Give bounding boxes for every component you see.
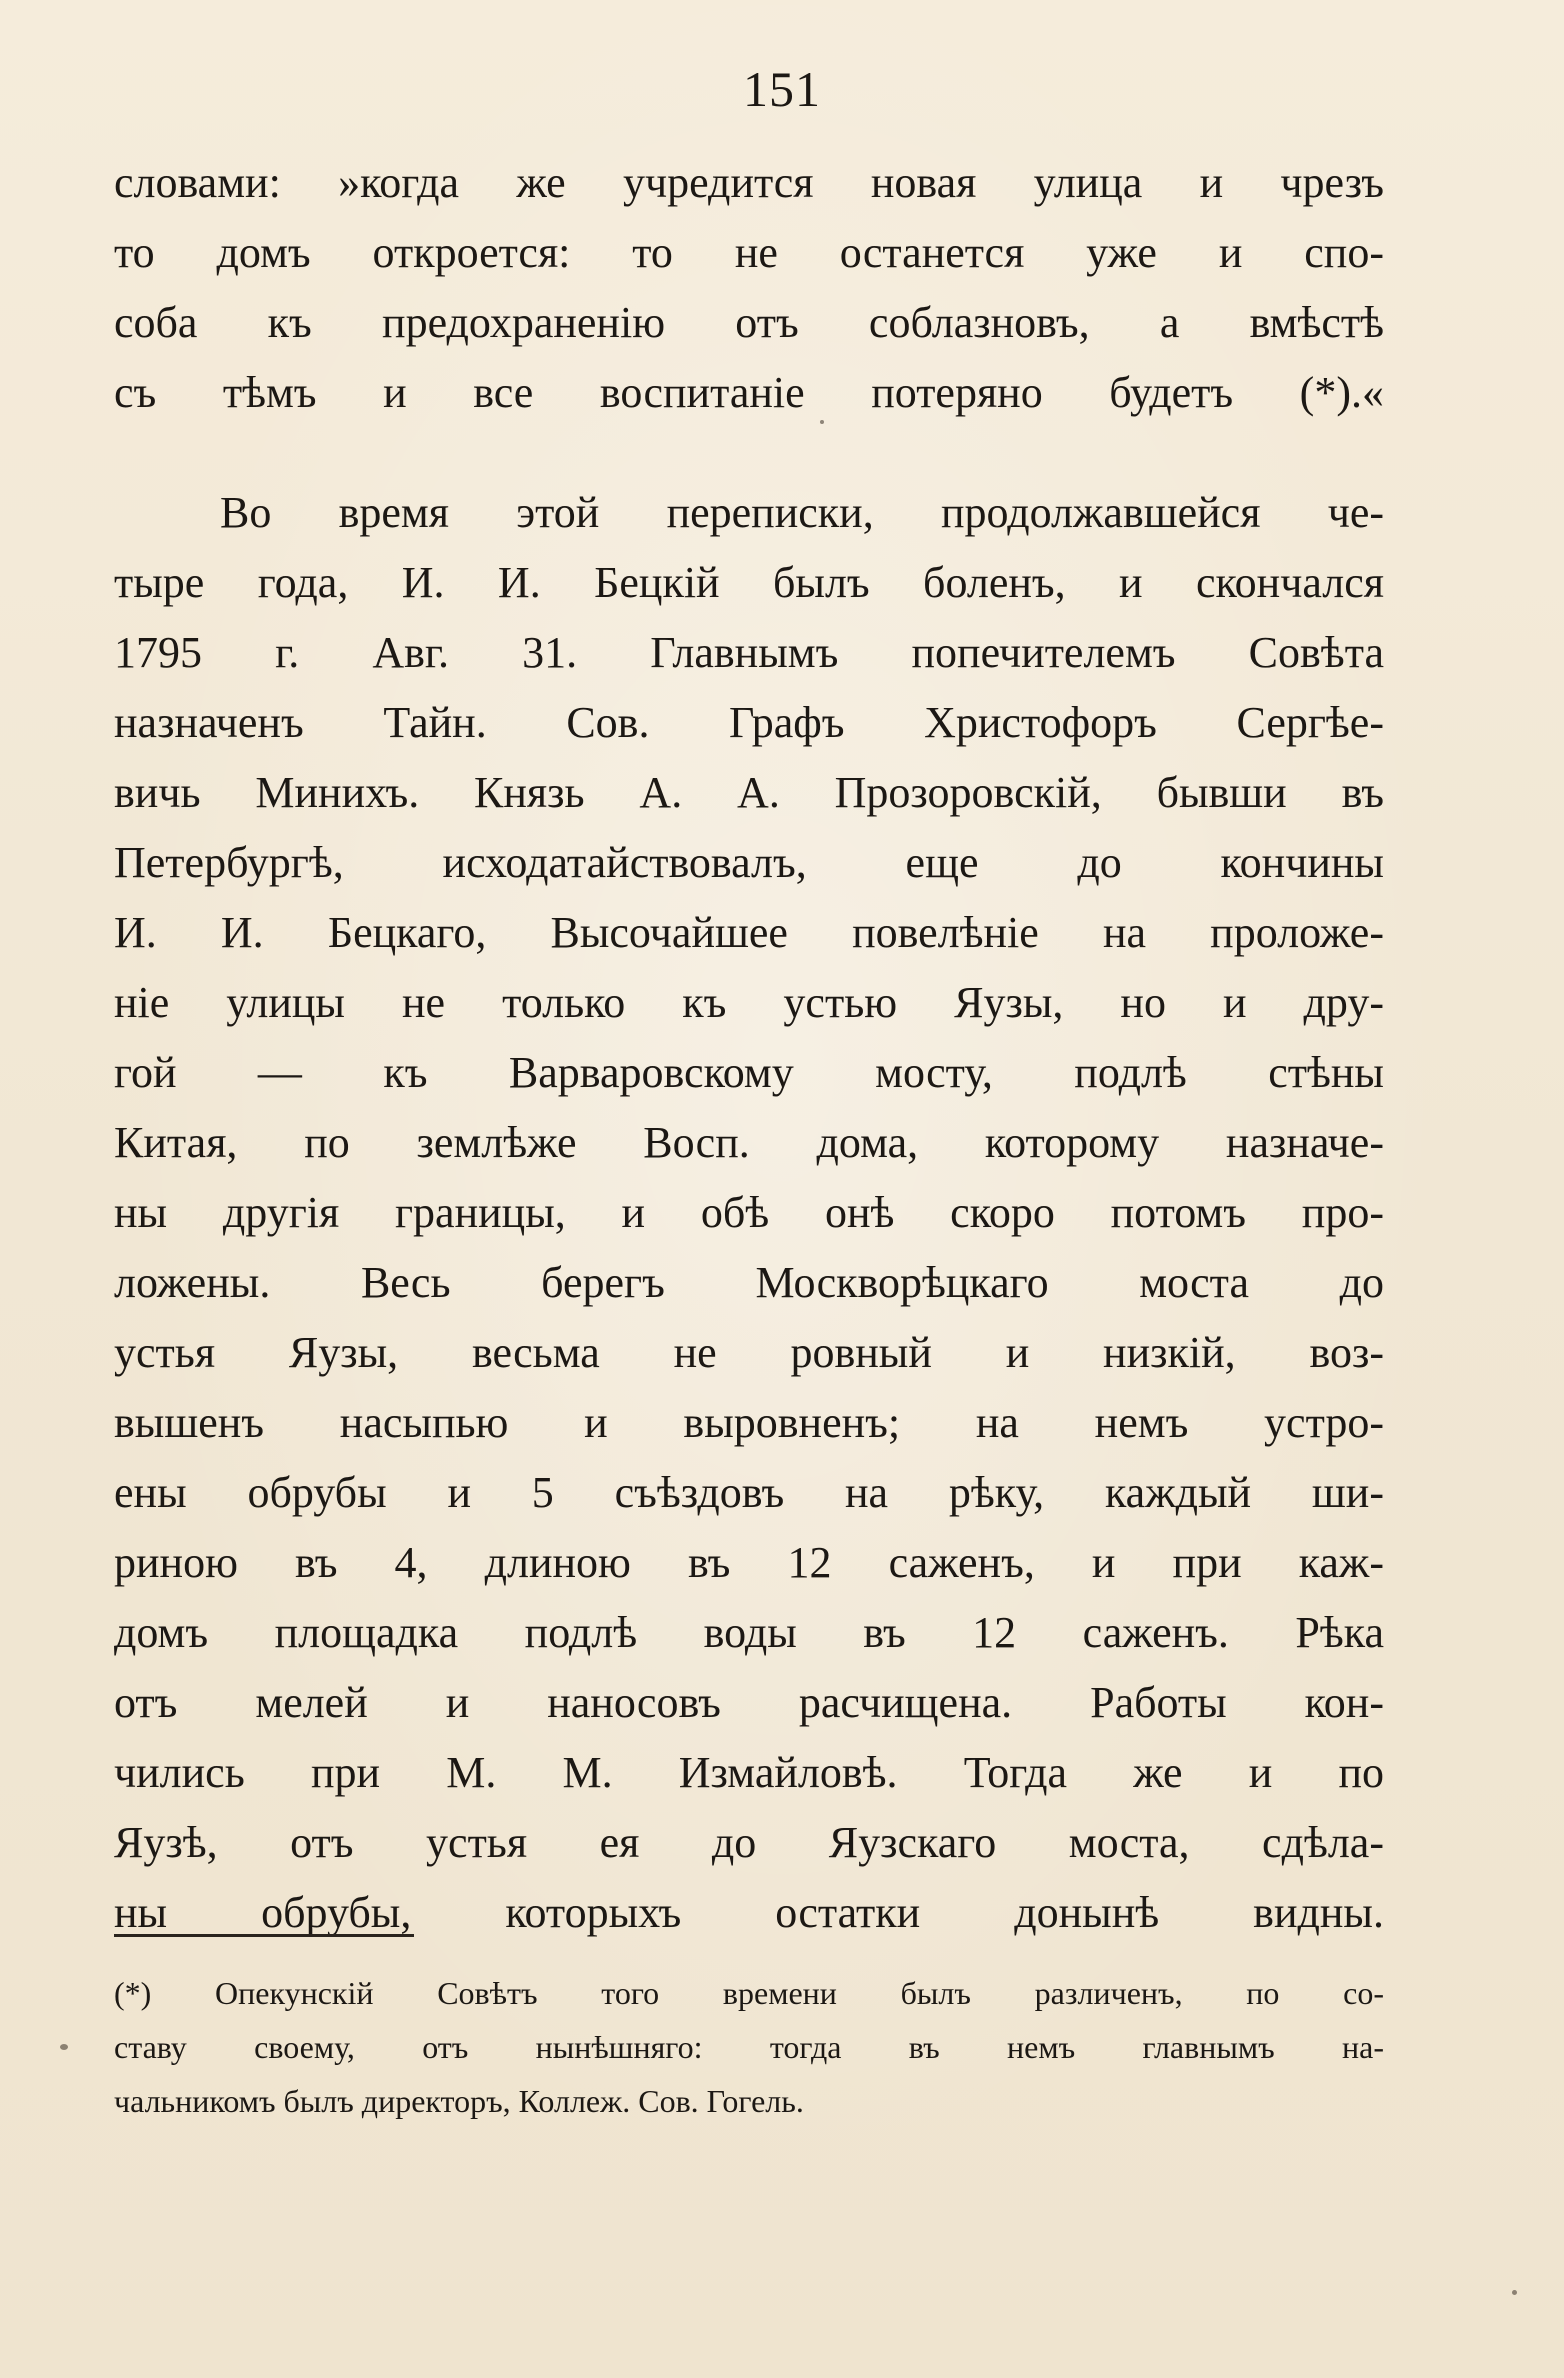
paragraph-2	[114, 478, 1384, 1948]
footnote-line: чальникомъ былъ директоръ, Коллеж. Сов. Гогель.	[114, 2083, 804, 2119]
text-line: вичь Минихъ. Князь А. А. Прозоровскій, бывши въ	[114, 768, 1384, 817]
text-line: ны другія границы, и обѣ онѣ скоро потомъ про-	[114, 1188, 1384, 1237]
text-line: 1795 г. Авг. 31. Главнымъ попечителемъ Совѣта	[114, 628, 1384, 677]
text-line: словами: »когда же учредится новая улица и чрезъ	[114, 158, 1384, 207]
footnote	[114, 1966, 1384, 2128]
text-line: гой — къ Варваровскому мосту, подлѣ стѣны	[114, 1048, 1384, 1097]
text-line: съ тѣмъ и все воспитаніе потеряно будетъ (*).«	[114, 368, 1384, 417]
text-line: Во время этой переписки, продолжавшейся че-	[220, 488, 1384, 537]
text-line: устья Яузы, весьма не ровный и низкій, воз-	[114, 1328, 1384, 1377]
text-line: назначенъ Тайн. Сов. Графъ Христофоръ Сергѣе-	[114, 698, 1384, 747]
page-number: 151	[743, 61, 821, 117]
text-line: вышенъ насыпью и выровненъ; на немъ устро-	[114, 1398, 1384, 1447]
text-line: Китая, по землѣже Восп. дома, которому назначе-	[114, 1118, 1384, 1167]
text-line: отъ мелей и наносовъ расчищена. Работы кон-	[114, 1678, 1384, 1727]
footnote-divider	[114, 1934, 414, 1937]
ink-speck	[60, 2044, 68, 2050]
footnote-line: ставу своему, отъ нынѣшняго: тогда въ немъ главнымъ на-	[114, 2029, 1384, 2065]
ink-speck	[820, 420, 824, 424]
paragraph-1	[114, 148, 1384, 428]
text-line: соба къ предохраненію отъ соблазновъ, а вмѣстѣ	[114, 298, 1384, 347]
text-line: И. И. Бецкаго, Высочайшее повелѣніе на проложе-	[114, 908, 1384, 957]
text-line: Петербургѣ, исходатайствовалъ, еще до кончины	[114, 838, 1384, 887]
text-line: ны обрубы, которыхъ остатки донынѣ видны.	[114, 1888, 1384, 1937]
text-line: ложены. Весь берегъ Москворѣцкаго моста до	[114, 1258, 1384, 1307]
ink-speck	[1512, 2290, 1517, 2295]
text-line: чились при М. М. Измайловѣ. Тогда же и по	[114, 1748, 1384, 1797]
text-line: ены обрубы и 5 съѣздовъ на рѣку, каждый ши-	[114, 1468, 1384, 1517]
text-line: тыре года, И. И. Бецкій былъ боленъ, и скончался	[114, 558, 1384, 607]
text-line: риною въ 4, длиною въ 12 саженъ, и при каж-	[114, 1538, 1384, 1587]
text-line: домъ площадка подлѣ воды въ 12 саженъ. Рѣка	[114, 1608, 1384, 1657]
text-line: то домъ откроется: то не останется уже и спо-	[114, 228, 1384, 277]
footnote-line: (*) Опекунскій Совѣтъ того времени былъ различенъ, по со-	[114, 1975, 1384, 2011]
text-line: ніе улицы не только къ устью Яузы, но и дру-	[114, 978, 1384, 1027]
text-line: Яузѣ, отъ устья ея до Яузскаго моста, сдѣла-	[114, 1818, 1384, 1867]
